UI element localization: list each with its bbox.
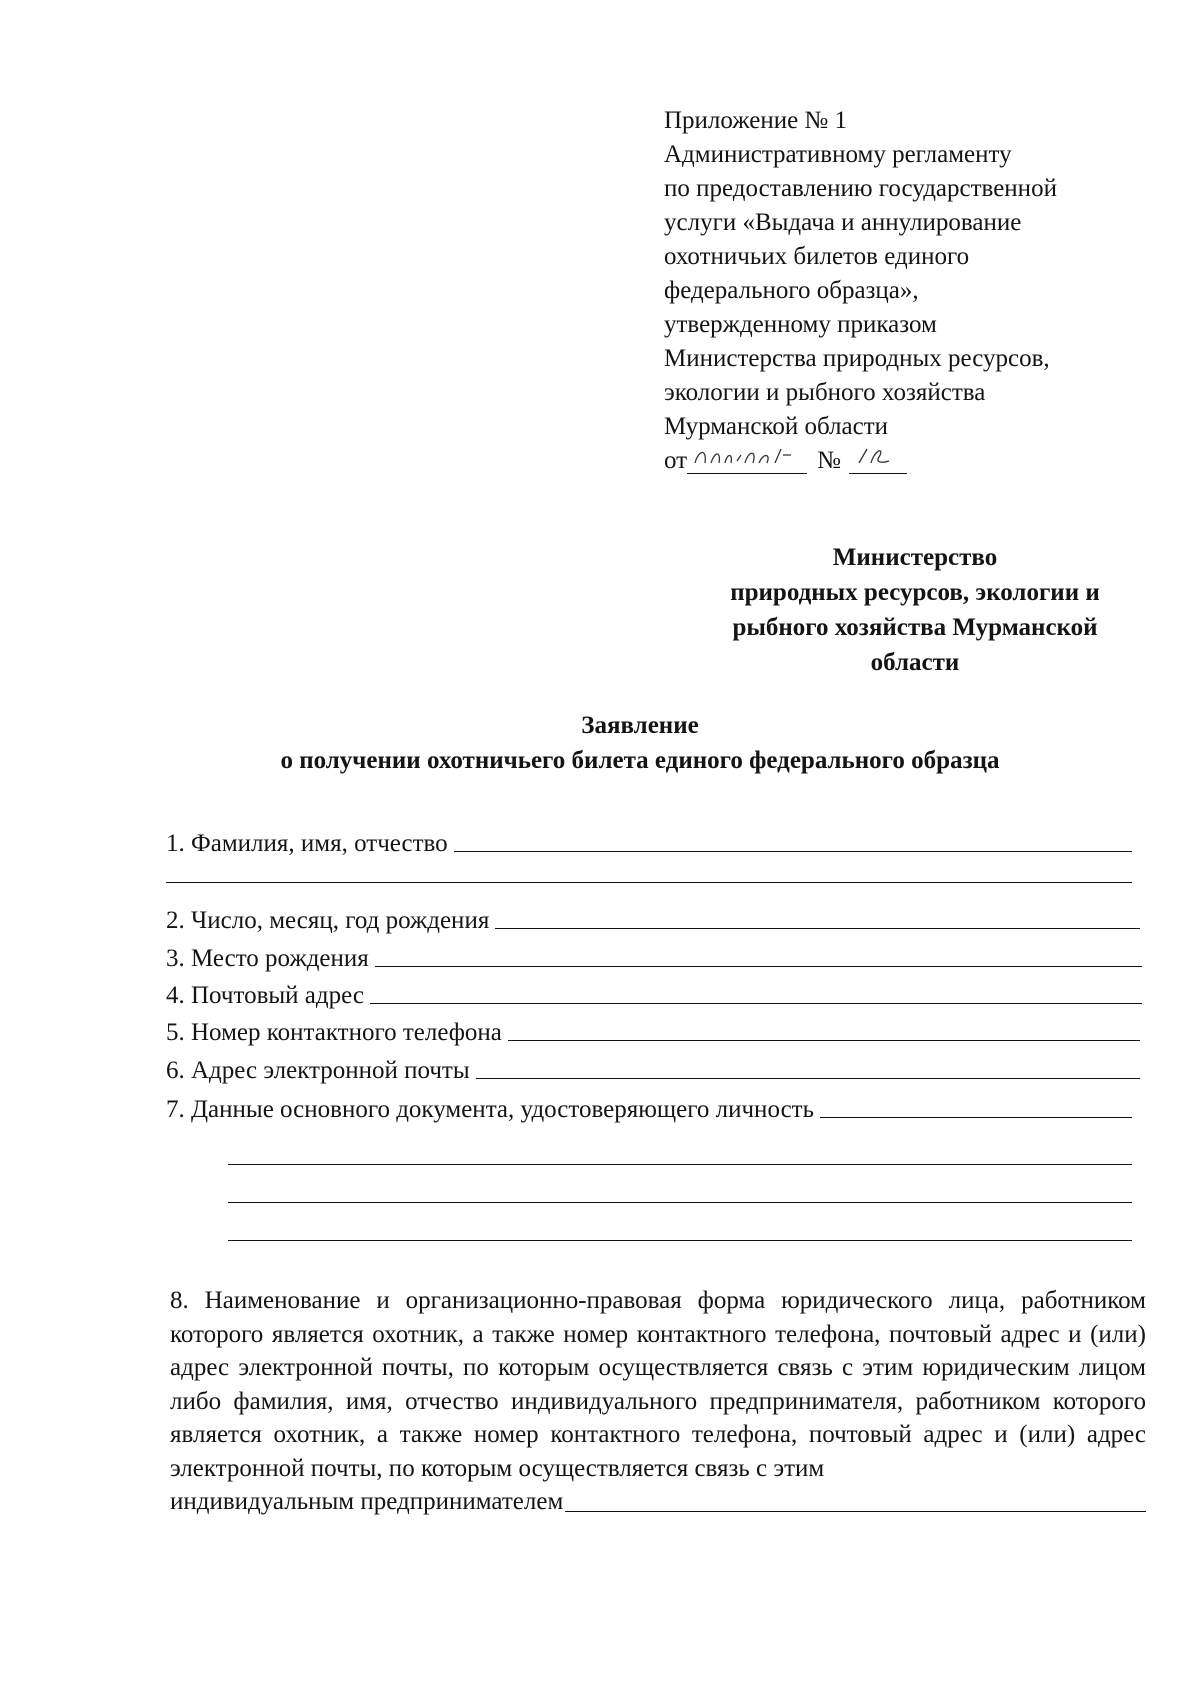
field-birth-date[interactable] — [166, 903, 1140, 935]
appendix-line: федерального образца», — [664, 277, 919, 304]
number-prefix: № — [817, 447, 841, 474]
handwritten-number — [849, 447, 907, 474]
field-continuation-line[interactable] — [228, 1164, 1132, 1165]
field-blank-line[interactable] — [454, 851, 1132, 852]
appendix-line: Административному регламенту — [664, 141, 1012, 168]
field-blank-line[interactable] — [476, 1078, 1140, 1079]
field-blank-line[interactable] — [508, 1040, 1140, 1041]
addressee-line: природных ресурсов, экологии и — [730, 579, 1100, 606]
field-blank-line[interactable] — [820, 1117, 1132, 1118]
field-postal-address[interactable] — [166, 978, 1142, 1010]
field-phone[interactable] — [166, 1015, 1140, 1047]
appendix-line: услуги «Выдача и аннулирование — [664, 209, 1022, 236]
field-blank-line[interactable] — [495, 928, 1140, 929]
application-title — [160, 708, 1120, 778]
field-blank-line[interactable] — [375, 966, 1142, 967]
item-8-paragraph — [170, 1284, 1146, 1519]
field-label: 7. Данные основного документа, удостоверяющего личность — [166, 1096, 814, 1123]
appendix-line: экологии и рыбного хозяйства — [664, 379, 986, 406]
appendix-line: Министерства природных ресурсов, — [664, 345, 1050, 372]
item-8-last-line[interactable] — [170, 1485, 1146, 1519]
field-label: 5. Номер контактного телефона — [166, 1019, 502, 1046]
field-email[interactable] — [166, 1053, 1140, 1085]
field-label: 1. Фамилия, имя, отчество — [166, 830, 448, 857]
addressee-line: рыбного хозяйства Мурманской — [732, 614, 1098, 641]
field-blank-line[interactable] — [565, 1511, 1146, 1512]
field-label: 3. Место рождения — [166, 945, 369, 972]
title-line-1: Заявление — [581, 712, 699, 739]
field-full-name[interactable] — [166, 826, 1132, 858]
appendix-line: по предоставлению государственной — [664, 175, 1057, 202]
field-continuation-line[interactable] — [166, 882, 1132, 883]
addressee-line: области — [870, 649, 960, 676]
appendix-block — [664, 104, 1134, 478]
field-continuation-line[interactable] — [228, 1240, 1132, 1241]
title-line-2: о получении охотничьего билета единого федерального образца — [280, 747, 1000, 774]
order-date-number-line — [664, 444, 1134, 478]
handwritten-date — [687, 447, 807, 474]
field-blank-line[interactable] — [370, 1003, 1142, 1004]
item-8-last-text: индивидуальным предпринимателем — [170, 1488, 564, 1515]
appendix-line: Мурманской области — [664, 413, 889, 440]
item-8-text: 8. Наименование и организационно-правовая форма юридического лица, работником которого является охотник, а также номер контактного телефона, почтовый адрес и (или) адрес электронной почты, по которым осуществляется связь с этим юридическим лицом либо фамилия, имя, отчество индивидуального предпринимателя, работником которого является охотник, а также номер контактного телефона, почтовый адрес и (или) адрес электронной почты, по которым осуществляется связь с этим — [170, 1287, 1146, 1482]
addressee-block — [680, 540, 1150, 680]
field-continuation-line[interactable] — [228, 1202, 1132, 1203]
addressee-line: Министерство — [832, 544, 998, 571]
appendix-line: охотничьих билетов единого — [664, 243, 970, 270]
date-prefix: от — [664, 447, 688, 474]
field-label: 6. Адрес электронной почты — [166, 1057, 470, 1084]
appendix-line: Приложение № 1 — [664, 107, 848, 134]
field-identity-document[interactable] — [166, 1092, 1132, 1124]
field-label: 4. Почтовый адрес — [166, 982, 364, 1009]
handwritten-number-scribble — [849, 441, 907, 471]
field-birth-place[interactable] — [166, 941, 1142, 973]
appendix-line: утвержденному приказом — [664, 311, 937, 338]
field-label: 2. Число, месяц, год рождения — [166, 907, 490, 934]
handwritten-date-scribble — [687, 441, 807, 471]
